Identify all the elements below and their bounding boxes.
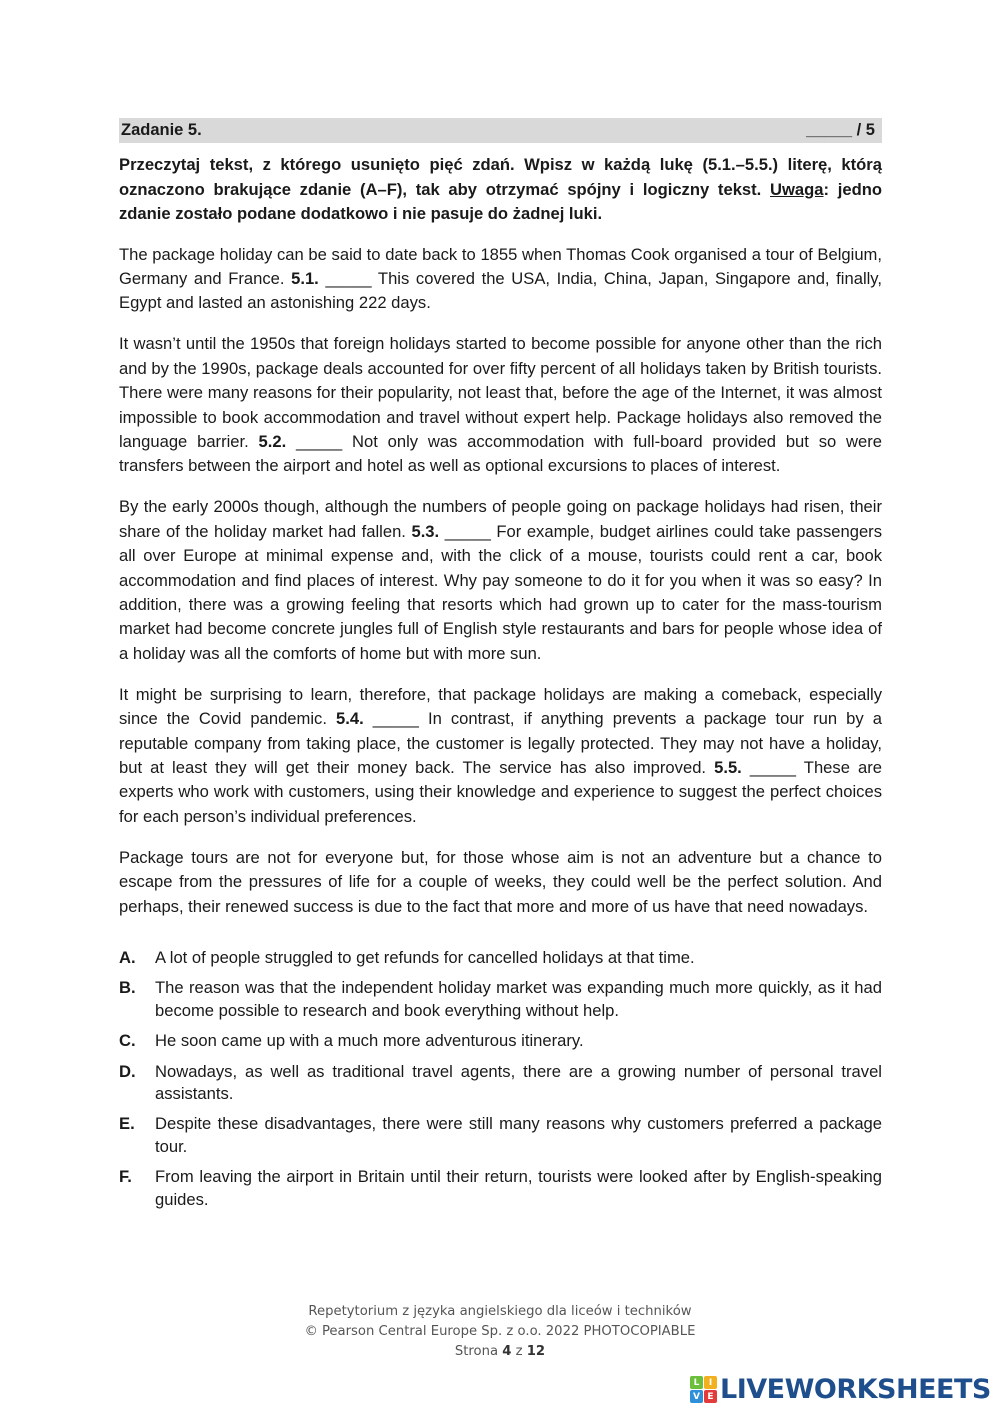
paragraph-text: In contrast, if anything prevents a package tour run by a reputable company from taking place, the customer is legally protected. They may not have a holiday, but at least they will get their money back. The service has also improved. (119, 709, 882, 777)
logo-text: LIVEWORKSHEETS (720, 1374, 991, 1405)
option-letter: F. (119, 1167, 132, 1187)
task-instructions (119, 153, 882, 227)
page-label: Strona (454, 1344, 503, 1359)
option-a (119, 947, 882, 969)
paragraph-text: Not only was accommodation with full-board provided but so were transfers between the airport and hotel as well as optional excursions to places of interest. (119, 431, 882, 476)
sentence-options (119, 947, 882, 1211)
current-page: 4 (502, 1344, 512, 1359)
option-letter: E. (119, 1114, 135, 1134)
total-pages: 12 (526, 1344, 546, 1359)
task-title: Zadanie 5. (121, 121, 202, 139)
option-text: Nowadays, as well as traditional travel agents, there are a growing number of personal travel assistants. (155, 1061, 882, 1104)
gap-input-5-5[interactable]: _____ (749, 758, 797, 777)
option-text: Despite these disadvantages, there were still many reasons why customers preferred a package tour. (155, 1114, 882, 1156)
gap-number: 5.4. (336, 709, 364, 729)
paragraph-text: It might be surprising to learn, therefore, that package holidays are making a comeback, especially since the Covid pandemic. (119, 684, 882, 729)
option-e (119, 1113, 882, 1158)
gap-input-5-3[interactable]: _____ (444, 521, 491, 541)
score-blank[interactable]: _____ (806, 121, 853, 139)
page-footer (0, 1302, 1000, 1362)
option-b (119, 977, 882, 1022)
option-text: The reason was that the independent holiday market was expanding much more quickly, as it had become possible to research and book everything without help. (155, 978, 882, 1020)
logo-tile: L (690, 1376, 703, 1389)
option-letter: D. (119, 1061, 136, 1081)
paragraph-text: These are experts who work with customers, using their knowledge and experience to suggest the perfect choices for each person’s individual preferences. (119, 758, 882, 826)
gap-input-5-1[interactable]: _____ (325, 268, 372, 288)
logo-tile: E (704, 1390, 717, 1403)
text-paragraph (119, 846, 882, 919)
footer-book-title: Repetytorium z języka angielskiego dla liceów i techników (308, 1304, 692, 1319)
worksheet-page (119, 118, 882, 1219)
page-number (0, 1342, 1000, 1362)
paragraph-text: By the early 2000s though, although the numbers of people going on package holidays had risen, their share of the holiday market had fallen. (119, 497, 882, 541)
text-paragraph (119, 332, 882, 478)
logo-tile: V (690, 1390, 703, 1403)
paragraph-text: It wasn’t until the 1950s that foreign holidays started to become possible for anyone other than the rich and by the 1990s, package deals accounted for over fifty percent of all holidays taken by British tourists. There were many reasons for their popularity, not least that, before the age of the Internet, it was almost impossible to book accommodation and travel without expert help. Package holidays also removed the language barrier. (119, 334, 882, 451)
paragraph-text: Package tours are not for everyone but, for those whose aim is not an adventure but a chance to escape from the pressures of life for a couple of weeks, they could well be the perfect solution. And perhaps, their renewed success is due to the fact that more and more of us have that need nowadays. (119, 847, 882, 916)
note-label: Uwaga (770, 179, 824, 199)
option-text: He soon came up with a much more adventurous itinerary. (155, 1031, 584, 1051)
liveworksheets-logo[interactable] (690, 1374, 991, 1405)
gap-number: 5.3. (411, 521, 440, 541)
paragraph-text: The package holiday can be said to date back to 1855 when Thomas Cook organised a tour of Belgium, Germany and France. (119, 244, 882, 288)
option-letter: C. (119, 1031, 136, 1051)
logo-mark-icon (690, 1376, 717, 1403)
gap-input-5-4[interactable]: _____ (372, 709, 419, 729)
gap-number: 5.5. (714, 758, 742, 777)
score-max: / 5 (856, 121, 875, 139)
option-f (119, 1166, 882, 1211)
logo-tile: I (704, 1376, 717, 1389)
note-text: : jedno zdanie zostało podane dodatkowo i nie pasuje do żadnej luki. (119, 179, 882, 223)
option-d (119, 1061, 882, 1106)
option-text: From leaving the airport in Britain until their return, tourists were looked after by English-speaking guides. (155, 1167, 882, 1209)
paragraph-text: For example, budget airlines could take passengers all over Europe at minimal expense and, with the click of a mouse, tourists could rent a car, book accommodation and find places of interest. Why pay someone to do it for you when it was so easy? In addition, there was a growing feeling that resorts which had grown up to cater for the mass-tourism market had become concrete jungles full of English style restaurants and bars for people whose idea of a holiday was all the comforts of home but with more sun. (119, 521, 883, 663)
text-paragraph (119, 243, 882, 316)
option-c (119, 1030, 882, 1052)
gap-number: 5.1. (291, 268, 319, 288)
option-text: A lot of people struggled to get refunds for cancelled holidays at that time. (155, 948, 695, 968)
task-header (119, 118, 882, 143)
score-field[interactable] (806, 121, 875, 140)
gap-input-5-2[interactable]: _____ (296, 431, 343, 451)
option-letter: B. (119, 978, 136, 998)
gap-number: 5.2. (258, 431, 287, 451)
text-paragraph (119, 683, 882, 829)
footer-copyright: © Pearson Central Europe Sp. z o.o. 2022 PHOTOCOPIABLE (304, 1324, 696, 1339)
page-separator: z (511, 1344, 527, 1359)
option-letter: A. (119, 948, 136, 968)
paragraph-text: This covered the USA, India, China, Japan, Singapore and, finally, Egypt and lasted an astonishing 222 days. (119, 268, 882, 313)
text-paragraph (119, 495, 882, 666)
instructions-text: Przeczytaj tekst, z którego usunięto pięć zdań. Wpisz w każdą lukę (5.1.–5.5.) literę, którą oznaczono brakujące zdanie (A–F), tak aby otrzymać spójny i logiczny tekst. (119, 155, 882, 199)
